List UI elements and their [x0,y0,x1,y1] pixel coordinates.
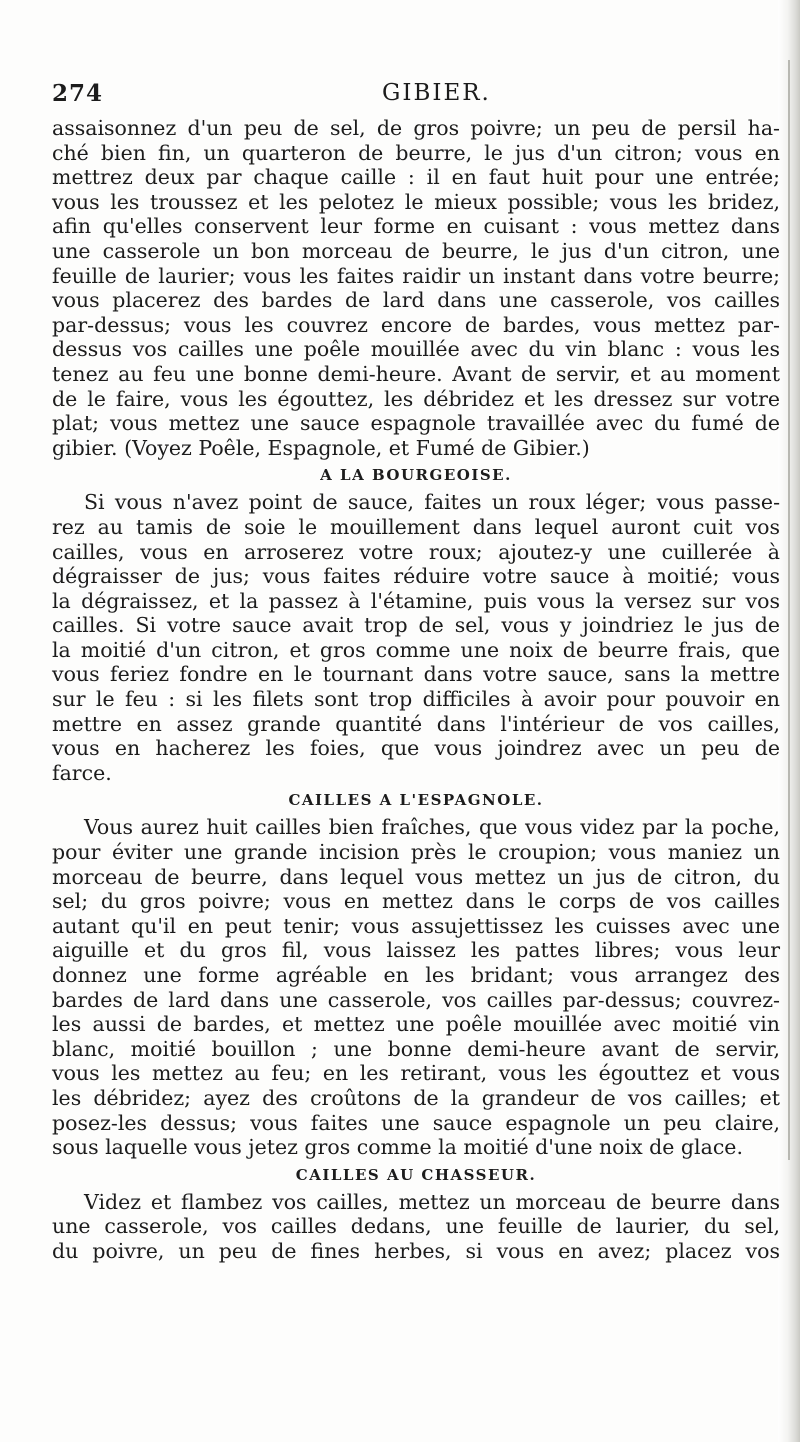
text-line: afin qu'elles conservent leur forme en cuisant : vous mettez dans [52,214,780,239]
text-line: vous placerez des bardes de lard dans une casserole, vos cailles [52,288,780,313]
text-line: sel; du gros poivre; vous en mettez dans le corps de vos cailles [52,889,780,914]
text-line: rez au tamis de soie le mouillement dans lequel auront cuit vos [52,514,780,539]
text-line: cailles. Si votre sauce avait trop de sel, vous y joindriez le jus de [52,613,780,638]
text-line: vous en hacherez les foies, que vous joindrez avec un peu de [52,736,780,761]
text-line: une casserole, vos cailles dedans, une feuille de laurier, du sel, [52,1214,780,1239]
text-line: bardes de lard dans une casserole, vos cailles par-dessus; couvrez- [52,987,780,1012]
text-line: les aussi de bardes, et mettez une poêle mouillée avec moitié vin [52,1012,780,1037]
text-line: sous laquelle vous jetez gros comme la moitié d'une noix de glace. [52,1135,743,1160]
paragraph-3 [52,815,780,1159]
section-heading: A LA BOURGEOISE. [320,466,512,485]
text-line: morceau de beurre, dans lequel vous mettez un jus de citron, du [52,864,780,889]
running-title: GIBIER. [382,80,491,106]
text-line: pour éviter une grande incision près le croupion; vous maniez un [52,840,780,865]
text-line: du poivre, un peu de fines herbes, si vous en avez; placez vos [52,1238,780,1263]
text-line: Vous aurez huit cailles bien fraîches, que vous videz par la poche, [84,815,780,840]
text-line: feuille de laurier; vous les faites raidir un instant dans votre beurre; [52,263,780,288]
page-number: 274 [52,80,104,107]
text-line: blanc, moitié bouillon ; une bonne demi-heure avant de servir, [52,1036,780,1061]
text-line: dessus vos cailles une poêle mouillée avec du vin blanc : vous les [52,337,780,362]
text-line: farce. [52,760,112,785]
page-body [52,116,780,1264]
text-line: la moitié d'un citron, et gros comme une noix de beurre frais, que [52,637,780,662]
text-line: plat; vous mettez une sauce espagnole travaillée avec du fumé de [52,411,780,436]
text-line: de le faire, vous les égouttez, les débridez et les dressez sur votre [52,386,780,411]
text-line: dégraisser de jus; vous faites réduire votre sauce à moitié; vous [52,564,780,589]
text-line: mettre en assez grande quantité dans l'intérieur de vos cailles, [52,711,780,736]
text-line: gibier. (Voyez Poêle, Espagnole, et Fumé de Gibier.) [52,435,590,460]
text-line: tenez au feu une bonne demi-heure. Avant de servir, et au moment [52,361,780,386]
text-line: Videz et flambez vos cailles, mettez un morceau de beurre dans [84,1189,780,1214]
text-line: ché bien fin, un quarteron de beurre, le jus d'un citron; vous en [52,140,780,165]
text-line: par-dessus; vous les couvrez encore de bardes, vous mettez par- [52,312,780,337]
text-line: Si vous n'avez point de sauce, faites un roux léger; vous passe- [84,490,780,515]
text-line: vous feriez fondre en le tournant dans votre sauce, sans la mettre [52,662,780,687]
paragraph-4 [52,1190,780,1264]
section-heading: CAILLES AU CHASSEUR. [295,1165,537,1184]
text-line: mettrez deux par chaque caille : il en faut huit pour une entrée; [52,165,780,190]
text-line: sur le feu : si les filets sont trop difficiles à avoir pour pouvoir en [52,687,780,712]
text-line: autant qu'il en peut tenir; vous assujettissez les cuisses avec une [52,913,780,938]
text-line: assaisonnez d'un peu de sel, de gros poivre; un peu de persil ha- [52,116,780,140]
page-header [52,80,792,112]
section-heading: CAILLES A L'ESPAGNOLE. [288,791,544,810]
text-line: vous les troussez et les pelotez le mieux possible; vous les bridez, [52,189,780,214]
text-line: donnez une forme agréable en les bridant; vous arrangez des [52,963,780,987]
text-line: une casserole un bon morceau de beurre, le jus d'un citron, une [52,238,780,263]
paragraph-2 [52,490,780,785]
paragraph-1 [52,116,780,460]
text-line: les débridez; ayez des croûtons de la grandeur de vos cailles; et [52,1085,780,1110]
text-line: cailles, vous en arroserez votre roux; ajoutez-y une cuillerée à [52,539,780,564]
text-line: posez-les dessus; vous faites une sauce espagnole un peu claire, [52,1110,780,1135]
text-line: la dégraissez, et la passez à l'étamine, puis vous la versez sur vos [52,588,780,613]
text-line: vous les mettez au feu; en les retirant, vous les égouttez et vous [52,1061,780,1086]
page-edge-line [788,60,790,1160]
text-line: aiguille et du gros fil, vous laissez les pattes libres; vous leur [52,938,780,963]
